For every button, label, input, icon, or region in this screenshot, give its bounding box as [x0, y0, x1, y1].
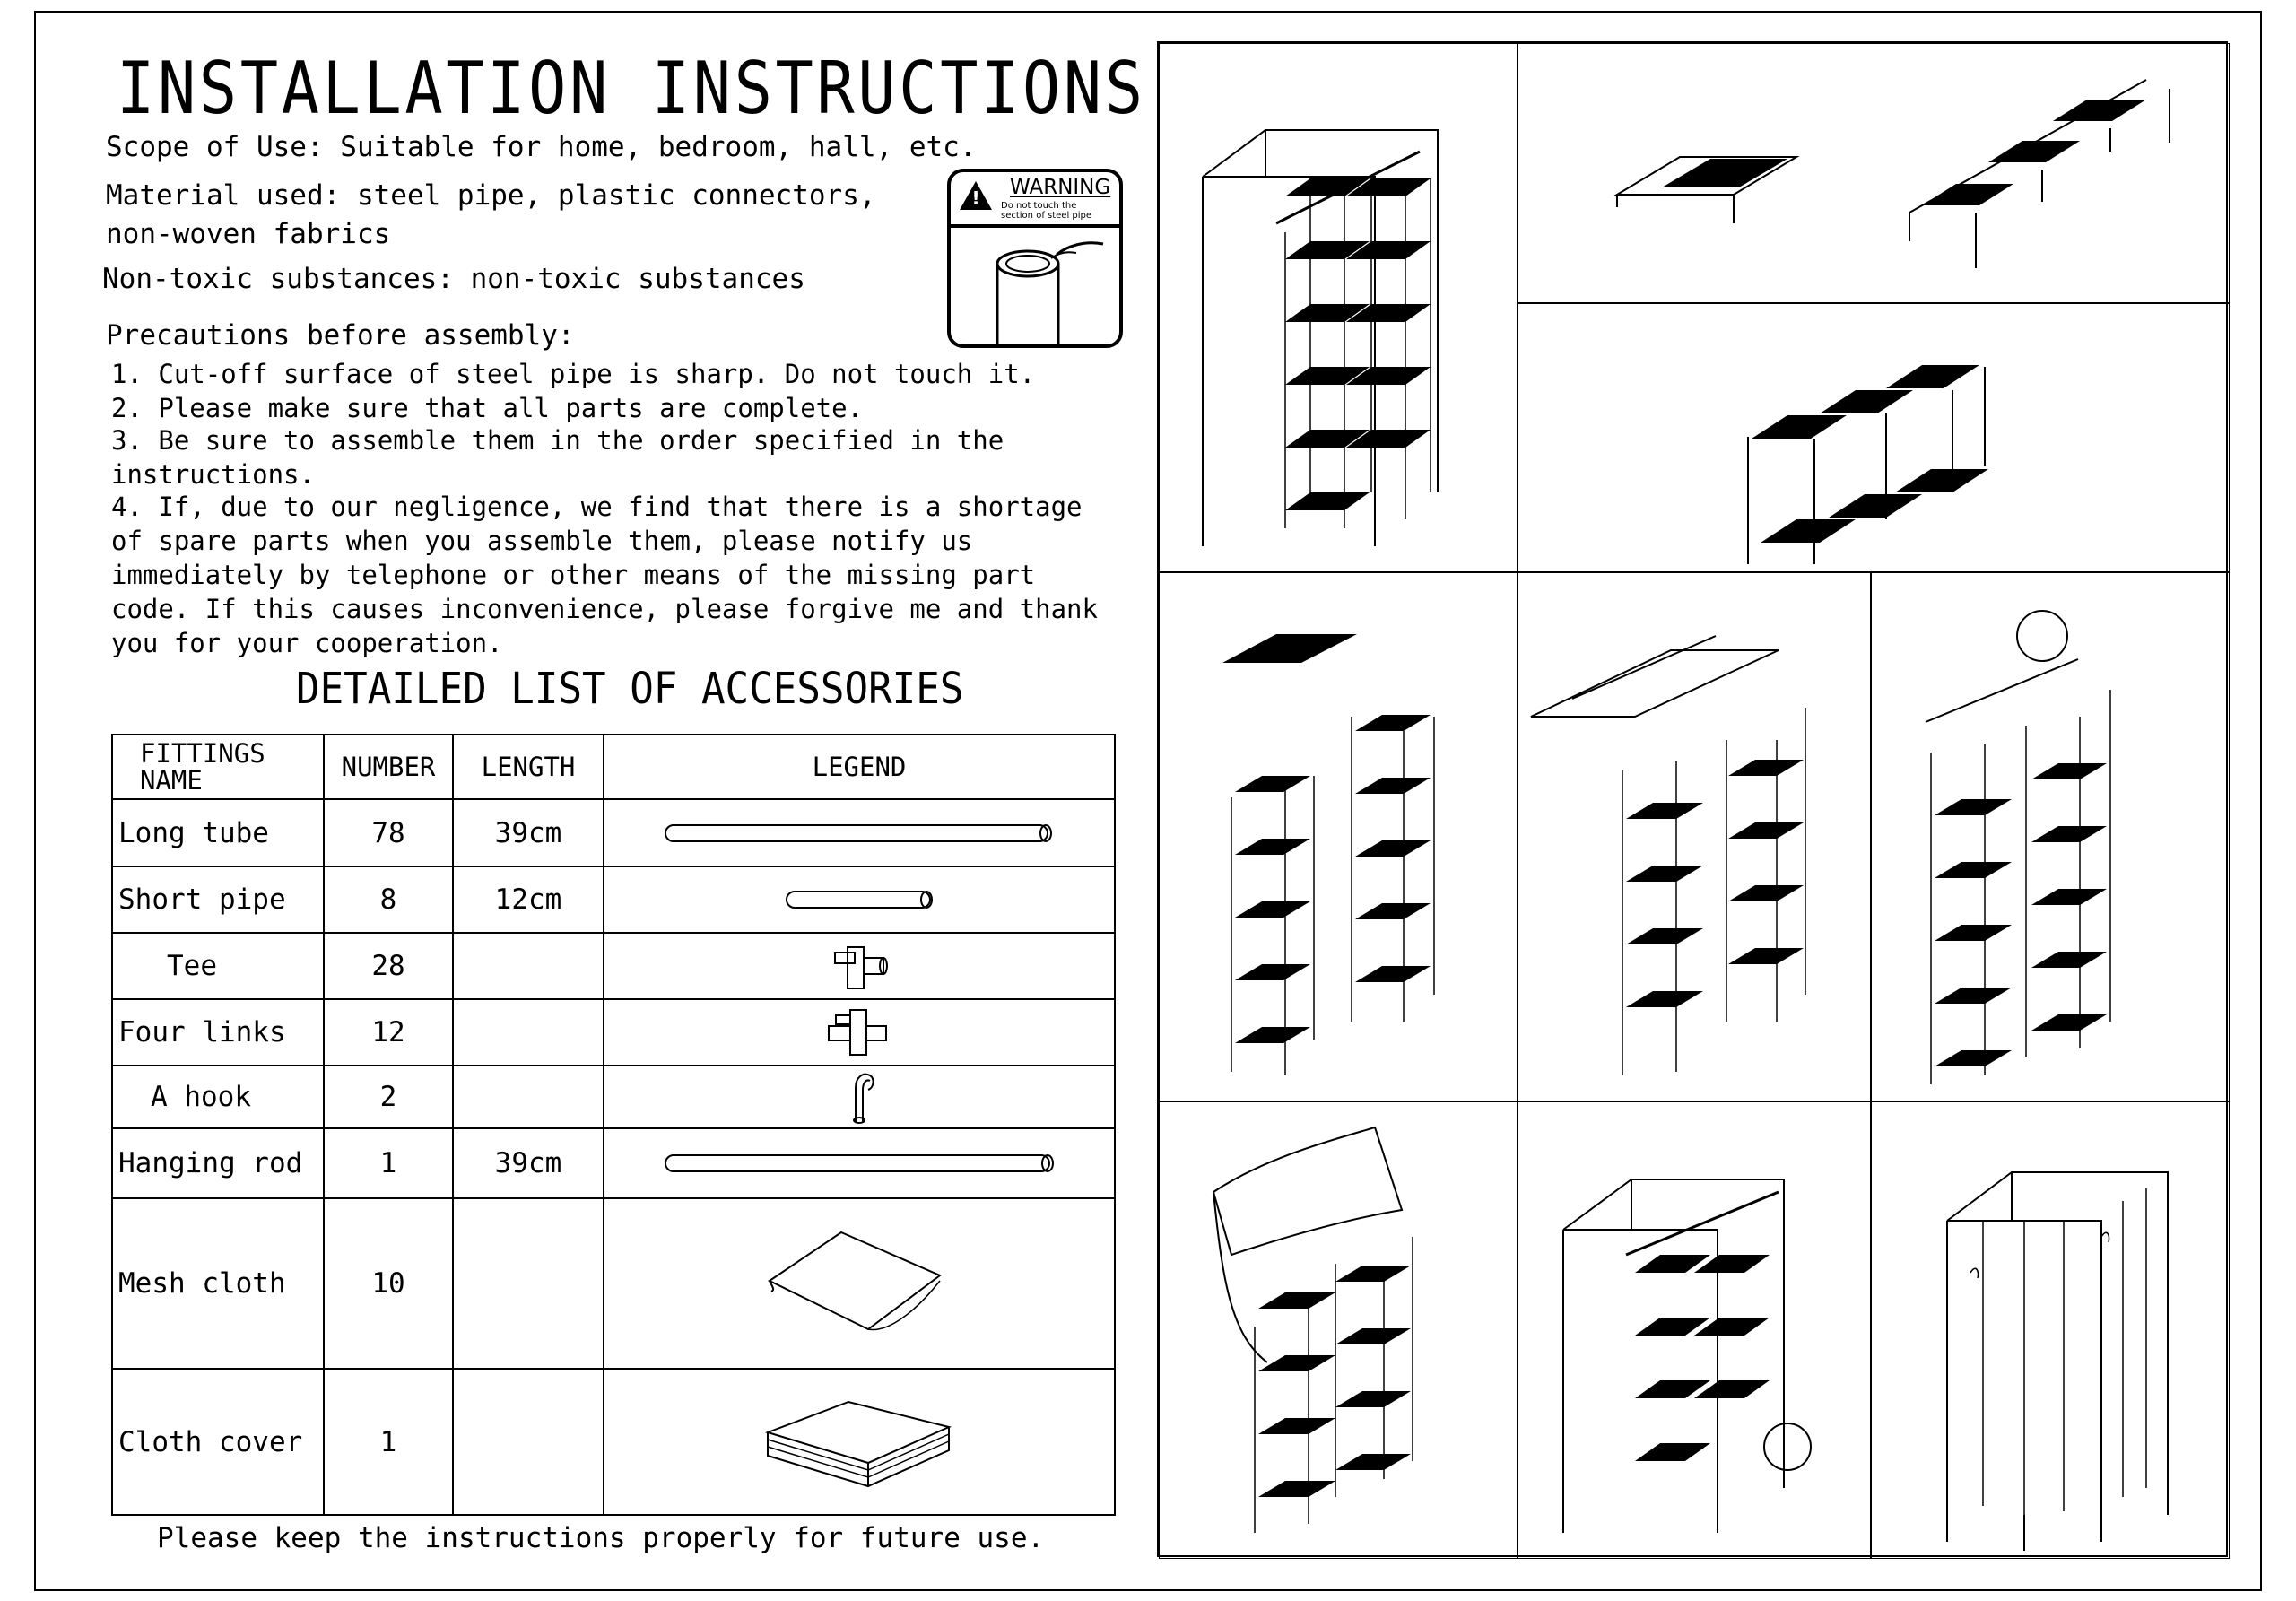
nontoxic-text: Non-toxic substances: non-toxic substances: [102, 263, 805, 295]
header-number: NUMBER: [324, 735, 453, 799]
hanging-rod-icon: [662, 1150, 1057, 1177]
warning-line-2: section of steel pipe: [1001, 211, 1092, 221]
step-2-two-layer-assembly: [1518, 303, 2230, 572]
long-tube-icon: [662, 820, 1057, 847]
fitting-name: Hanging rod: [112, 1128, 324, 1198]
precautions-heading: Precautions before assembly:: [106, 319, 575, 352]
precaution-line: instructions.: [111, 459, 315, 490]
table-row: [112, 999, 1115, 1066]
fitting-length: 12cm: [453, 866, 604, 933]
tee-connector-icon: [828, 938, 891, 994]
fitting-name: Mesh cloth: [112, 1198, 324, 1369]
material-text-1: Material used: steel pipe, plastic connectors,: [106, 179, 876, 212]
table-header-row: [112, 735, 1115, 799]
table-row: [112, 799, 1115, 866]
cover-closing-icon: [1518, 1102, 1871, 1559]
fitting-number: 8: [324, 866, 453, 933]
table-row: [112, 1369, 1115, 1515]
scope-text: Scope of Use: Suitable for home, bedroom, hall, etc.: [106, 131, 977, 163]
fitting-length: [453, 1369, 604, 1515]
fitting-number: 2: [324, 1066, 453, 1128]
precaution-line: of spare parts when you assemble them, please notify us: [111, 526, 973, 556]
assembly-steps-grid: [1157, 41, 2228, 1557]
step-6-fit-cover: [1159, 1101, 1518, 1559]
stacked-columns-icon: [1160, 573, 1518, 1101]
table-row: [112, 866, 1115, 933]
shelf-layer-icon: [1518, 44, 2230, 303]
cloth-cover-icon: [761, 1393, 958, 1492]
pipe-edge-icon: [951, 228, 1119, 346]
fitting-number: 1: [324, 1369, 453, 1515]
step-finished-frame-open: [1159, 43, 1518, 572]
header-legend: LEGEND: [604, 735, 1115, 799]
step-8-completed-wardrobe: [1871, 1101, 2230, 1559]
accessories-table: [111, 734, 1116, 1516]
cover-fitting-icon: [1160, 1102, 1518, 1559]
short-pipe-icon: [783, 886, 935, 913]
table-row: [112, 933, 1115, 999]
fitting-length: [453, 933, 604, 999]
step-3-stack-columns: [1159, 572, 1518, 1101]
hook-icon: [832, 1068, 886, 1126]
fitting-name: Cloth cover: [112, 1369, 324, 1515]
precaution-line: 3. Be sure to assemble them in the order specified in the: [111, 425, 1004, 456]
step-7-zip-cover: [1518, 1101, 1871, 1559]
wardrobe-frame-icon: [1160, 44, 1518, 572]
precaution-line: 1. Cut-off surface of steel pipe is sharp. Do not touch it.: [111, 359, 1036, 389]
warning-title: WARNING: [1010, 176, 1111, 199]
two-layer-frame-icon: [1518, 304, 2230, 572]
warning-sign: [947, 169, 1123, 348]
fitting-name: Long tube: [112, 799, 324, 866]
fitting-name: A hook: [112, 1066, 324, 1128]
header-fittings-name: FITTINGS NAME: [112, 735, 324, 799]
fitting-number: 28: [324, 933, 453, 999]
completed-wardrobe-icon: [1872, 1102, 2230, 1559]
page-title: INSTALLATION INSTRUCTIONS: [117, 47, 1146, 130]
step-1-shelf-assembly: [1518, 43, 2230, 303]
fitting-number: 12: [324, 999, 453, 1066]
fitting-length: [453, 1066, 604, 1128]
mesh-cloth-icon: [761, 1225, 958, 1342]
warning-line-1: Do not touch the: [1001, 201, 1077, 211]
precaution-line: 2. Please make sure that all parts are complete.: [111, 393, 864, 423]
step-5-hanging-rod: [1871, 572, 2230, 1101]
fitting-length: 39cm: [453, 799, 604, 866]
table-row: [112, 1066, 1115, 1128]
fitting-name: Short pipe: [112, 866, 324, 933]
footer-note: Please keep the instructions properly for future use.: [157, 1522, 1045, 1554]
table-row: [112, 1198, 1115, 1369]
fitting-name: Four links: [112, 999, 324, 1066]
precaution-line: you for your cooperation.: [111, 628, 503, 658]
precaution-line: code. If this causes inconvenience, please forgive me and thank: [111, 594, 1098, 624]
fitting-length: 39cm: [453, 1128, 604, 1198]
four-link-connector-icon: [823, 1005, 895, 1060]
fitting-number: 78: [324, 799, 453, 866]
step-4-top-frame: [1518, 572, 1871, 1101]
top-frame-assembly-icon: [1518, 573, 1871, 1101]
warning-header: ! WARNING Do not touch the section of steel pipe: [951, 172, 1119, 228]
fitting-name: Tee: [112, 933, 324, 999]
accessories-title: DETAILED LIST OF ACCESSORIES: [296, 664, 964, 714]
precaution-line: immediately by telephone or other means of the missing part: [111, 560, 1036, 590]
fitting-number: 10: [324, 1198, 453, 1369]
fitting-number: 1: [324, 1128, 453, 1198]
header-length: LENGTH: [453, 735, 604, 799]
fitting-length: [453, 1198, 604, 1369]
material-text-2: non-woven fabrics: [106, 218, 391, 250]
precaution-line: 4. If, due to our negligence, we find that there is a shortage: [111, 492, 1083, 522]
fitting-length: [453, 999, 604, 1066]
table-row: [112, 1128, 1115, 1198]
hanging-rod-install-icon: [1872, 573, 2230, 1101]
